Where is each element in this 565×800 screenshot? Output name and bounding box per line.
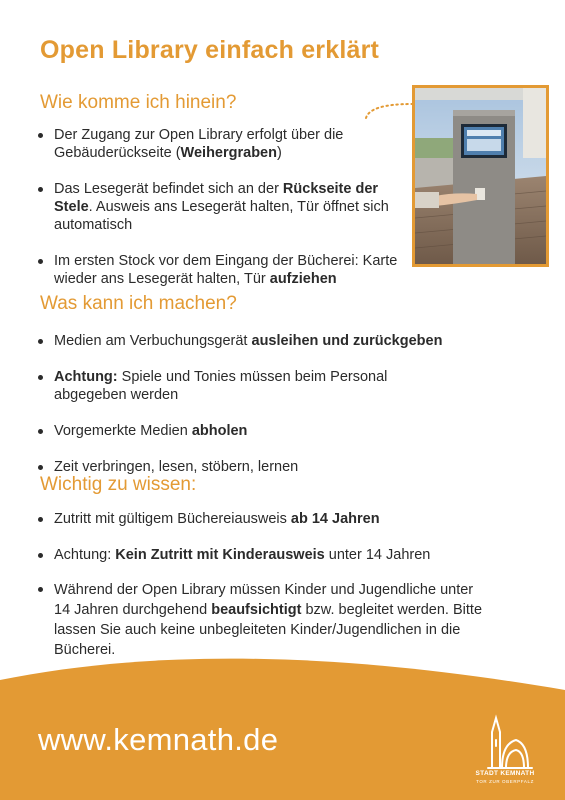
logo-name: STADT KEMNATH bbox=[475, 770, 535, 777]
list-item: Im ersten Stock vor dem Eingang der Bücherei: Karte wieder ans Lesegerät halten, Tür aufziehen bbox=[38, 252, 398, 288]
dotted-connector bbox=[364, 100, 414, 120]
page-title: Open Library einfach erklärt bbox=[40, 36, 380, 64]
list-activities bbox=[38, 332, 478, 476]
kiosk-card-reader-photo bbox=[412, 85, 549, 267]
logo-tagline: TOR ZUR OBERPFALZ bbox=[476, 779, 534, 784]
list-item: Das Lesegerät befindet sich an der Rückseite der Stele. Ausweis ans Lesegerät halten, Tür öffnet sich automatisch bbox=[38, 180, 398, 234]
section-heading-access: Wie komme ich hinein? bbox=[40, 92, 237, 113]
list-important bbox=[38, 510, 488, 660]
kiosk-photo-illustration bbox=[415, 88, 546, 264]
list-item: Vorgemerkte Medien abholen bbox=[38, 422, 478, 440]
list-item: Achtung: Kein Zutritt mit Kinderausweis unter 14 Jahren bbox=[38, 546, 488, 564]
stadt-kemnath-logo-icon bbox=[470, 710, 540, 790]
footer-website-url[interactable]: www.kemnath.de bbox=[38, 722, 279, 757]
list-item: Während der Open Library müssen Kinder und Jugendliche unter 14 Jahren durchgehend beaufsichtigt bzw. begleitet werden. Bitte lassen Sie auch keine unbegleiteten Kinder/Jugendlichen in die Bücherei. bbox=[38, 580, 488, 660]
list-access bbox=[38, 126, 398, 288]
list-item: Zeit verbringen, lesen, stöbern, lernen bbox=[38, 458, 478, 476]
section-heading-important: Wichtig zu wissen: bbox=[40, 474, 197, 495]
list-item: Medien am Verbuchungsgerät ausleihen und zurückgeben bbox=[38, 332, 478, 350]
list-item: Zutritt mit gültigem Büchereiausweis ab 14 Jahren bbox=[38, 510, 488, 528]
list-item: Der Zugang zur Open Library erfolgt über die Gebäuderückseite (Weihergraben) bbox=[38, 126, 398, 162]
list-item: Achtung: Spiele und Tonies müssen beim Personal abgegeben werden bbox=[38, 368, 414, 404]
section-heading-activities: Was kann ich machen? bbox=[40, 293, 237, 314]
